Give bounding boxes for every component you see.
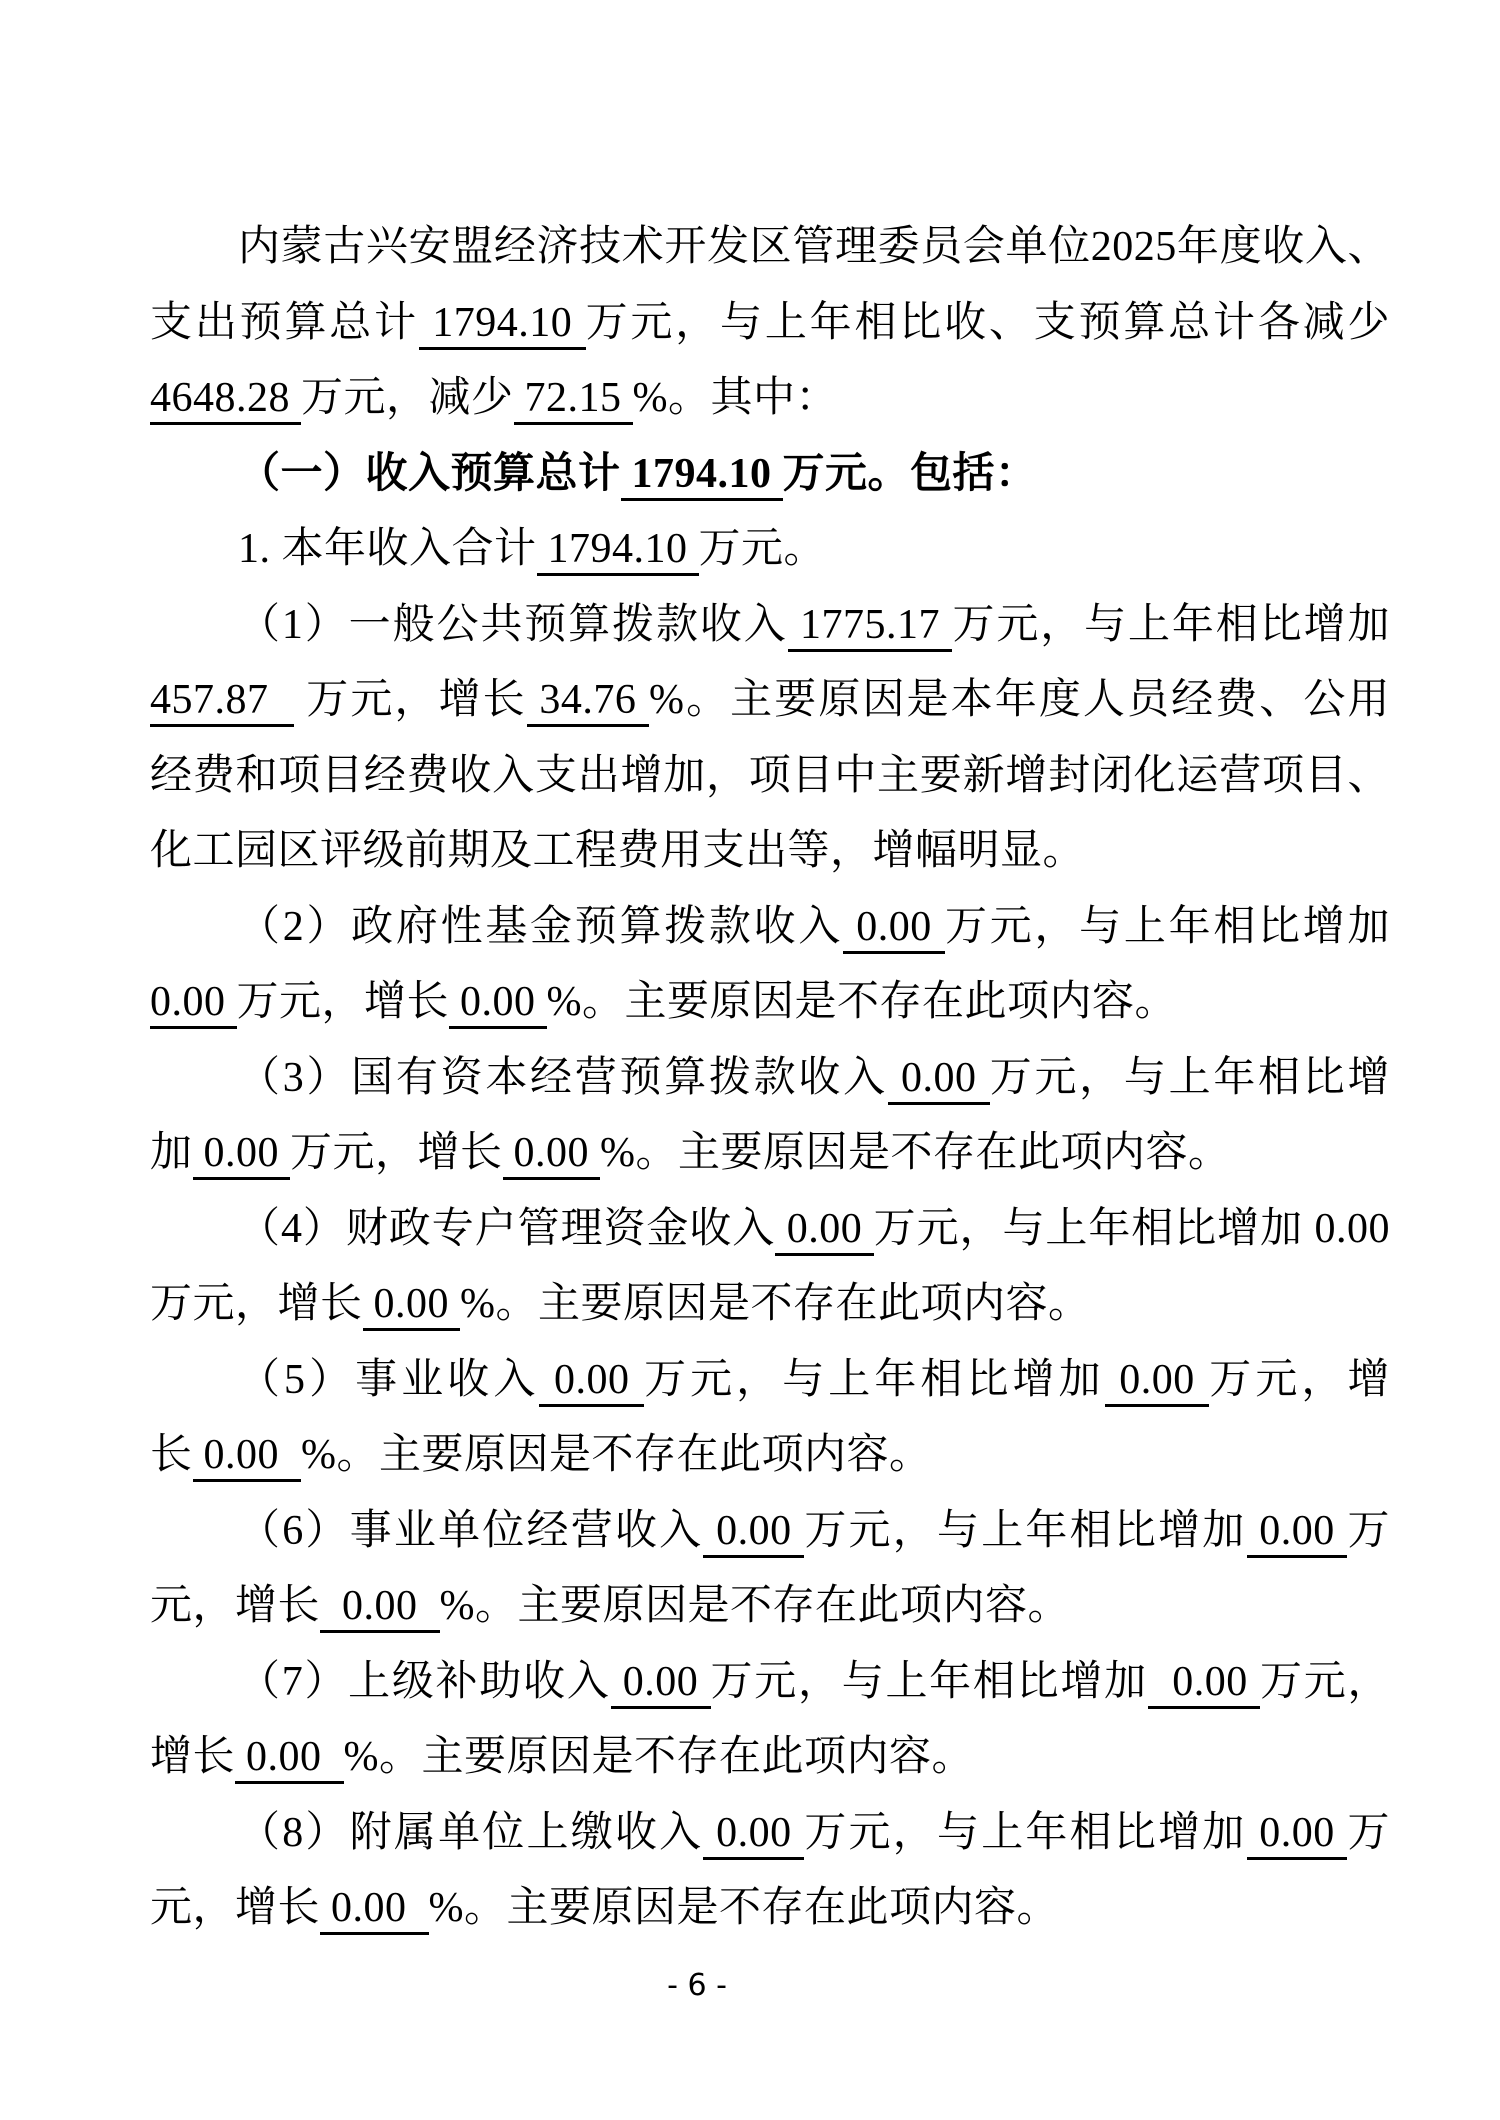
text-segment: 万元，增长 [290,1130,503,1176]
text-line [150,210,1390,286]
text-segment: 万元，与上年相比增加 [804,1507,1247,1554]
text-segment: （4）财政专户管理资金收入 [238,1205,776,1252]
text-segment: %。其中： [632,375,839,421]
underlined-value: 0.00 [320,1583,440,1633]
text-segment: 万元，与上年相比收、支预算总计各减少 [585,299,1390,346]
underlined-value: 0.00 [449,979,547,1029]
text-segment: 元，增长 [150,1583,321,1629]
text-line [150,1720,1390,1796]
text-line [150,890,1390,966]
document-body [150,210,1390,1947]
text-segment: 元，增长 [150,1885,321,1931]
page-footer [0,1968,1394,2003]
text-segment: 万元，增长 [293,677,527,723]
underlined-value: 0.00 [503,1130,601,1180]
text-segment: %。主要原因是不存在此项内容。 [343,1734,975,1780]
text-segment: 万 [1347,1507,1390,1554]
text-segment: 万元，与上年相比增加 [945,903,1390,950]
text-line [150,1343,1390,1419]
text-line [150,588,1390,664]
text-segment: 万元，增长 [236,979,450,1025]
text-line [150,437,1390,513]
text-segment: 加 [150,1130,193,1176]
underlined-value: 4648.28 [150,375,301,425]
underlined-value: 0.00 [193,1130,291,1180]
text-segment: %。主要原因是不存在此项内容。 [301,1432,932,1478]
text-segment: 万元，增长 [150,1281,363,1327]
text-segment: （6）事业单位经营收入 [238,1507,704,1554]
text-segment: 万元，与上年相比增加 [804,1809,1247,1856]
text-segment: （8）附属单位上缴收入 [238,1809,704,1856]
text-segment: 内蒙古兴安盟经济技术开发区管理委员会单位2025年度收入、 [238,224,1390,270]
text-segment: （7）上级补助收入 [238,1658,611,1705]
text-segment: 万元，增 [1209,1356,1390,1403]
text-segment: 万元，减少 [301,375,514,421]
text-line [150,1041,1390,1117]
underlined-value: 0.00 [363,1281,461,1331]
text-segment: 万元，与上年相比增加 0.00 [873,1205,1390,1252]
text-line [150,286,1390,362]
underlined-value: 1794.10 [419,300,586,350]
text-segment: %。主要原因是不存在此项内容。 [460,1281,1091,1327]
text-segment: （1）一般公共预算拨款收入 [238,601,788,648]
text-segment: 增长 [150,1734,236,1780]
text-segment: 万元，与上年相比增加 [710,1658,1148,1705]
underlined-value: 1794.10 [537,526,699,576]
text-segment: （2）政府性基金预算拨款收入 [238,903,844,950]
text-segment: %。主要原因是不存在此项内容。 [546,979,1178,1025]
underlined-value: 0.00 [1247,1508,1348,1558]
text-line [150,1796,1390,1872]
text-segment: 万元。包括： [782,450,1038,497]
text-segment: 万元，与上年相比增加 [952,601,1390,648]
text-segment: 万元。 [698,526,827,572]
underlined-value: 0.00 [703,1508,804,1558]
underlined-value: 0.00 [193,1432,302,1482]
underlined-value: 1794.10 [621,451,783,501]
underlined-value: 0.00 [1247,1810,1348,1860]
underlined-value: 0.00 [703,1810,804,1860]
text-segment: 万元，与上年相比增 [989,1054,1390,1101]
text-line [150,739,1390,815]
text-line [150,1192,1390,1268]
underlined-value: 0.00 [539,1357,644,1407]
text-line [150,1645,1390,1721]
text-segment: 经费和项目经费收入支出增加，项目中主要新增封闭化运营项目、 [150,752,1390,799]
text-line [150,1569,1390,1645]
underlined-value: 72.15 [514,375,633,425]
underlined-value: 0.00 [611,1659,711,1709]
text-line [150,1494,1390,1570]
text-segment: （5）事业收入 [238,1356,540,1403]
underlined-value: 0.00 [320,1885,429,1935]
text-line [150,663,1390,739]
text-line [150,1267,1390,1343]
text-line [150,814,1390,890]
text-line [150,1116,1390,1192]
text-segment: %。主要原因是不存在此项内容。 [428,1885,1060,1931]
text-segment: 化工园区评级前期及工程费用支出等，增幅明显。 [150,828,1086,874]
underlined-value: 457.87 [150,677,294,727]
underlined-value: 0.00 [775,1206,873,1256]
underlined-value: 1775.17 [788,602,953,652]
text-segment: 万 [1347,1809,1390,1856]
underlined-value: 0.00 [150,979,237,1029]
text-segment: 1. 本年收入合计 [238,526,537,572]
text-segment: 万元， [1260,1658,1390,1705]
text-segment: %。主要原因是不存在此项内容。 [439,1583,1071,1629]
text-segment: 长 [150,1432,193,1478]
text-line [150,1871,1390,1947]
text-segment: 支出预算总计 [150,299,419,346]
underlined-value: 34.76 [527,677,649,727]
underlined-value: 0.00 [843,904,945,954]
text-segment: 万元，与上年相比增加 [644,1356,1105,1403]
text-line [150,965,1390,1041]
text-segment: （一）收入预算总计 [238,450,621,497]
text-line [150,512,1390,588]
page-number: - 6 - [667,1968,727,2003]
text-line [150,361,1390,437]
underlined-value: 0.00 [1148,1659,1260,1709]
text-segment: %。主要原因是不存在此项内容。 [600,1130,1231,1176]
underlined-value: 0.00 [1105,1357,1210,1407]
text-line [150,1418,1390,1494]
text-segment: %。主要原因是本年度人员经费、公用 [648,677,1391,723]
text-segment: （3）国有资本经营预算拨款收入 [238,1054,888,1101]
underlined-value: 0.00 [235,1734,344,1784]
underlined-value: 0.00 [888,1055,990,1105]
